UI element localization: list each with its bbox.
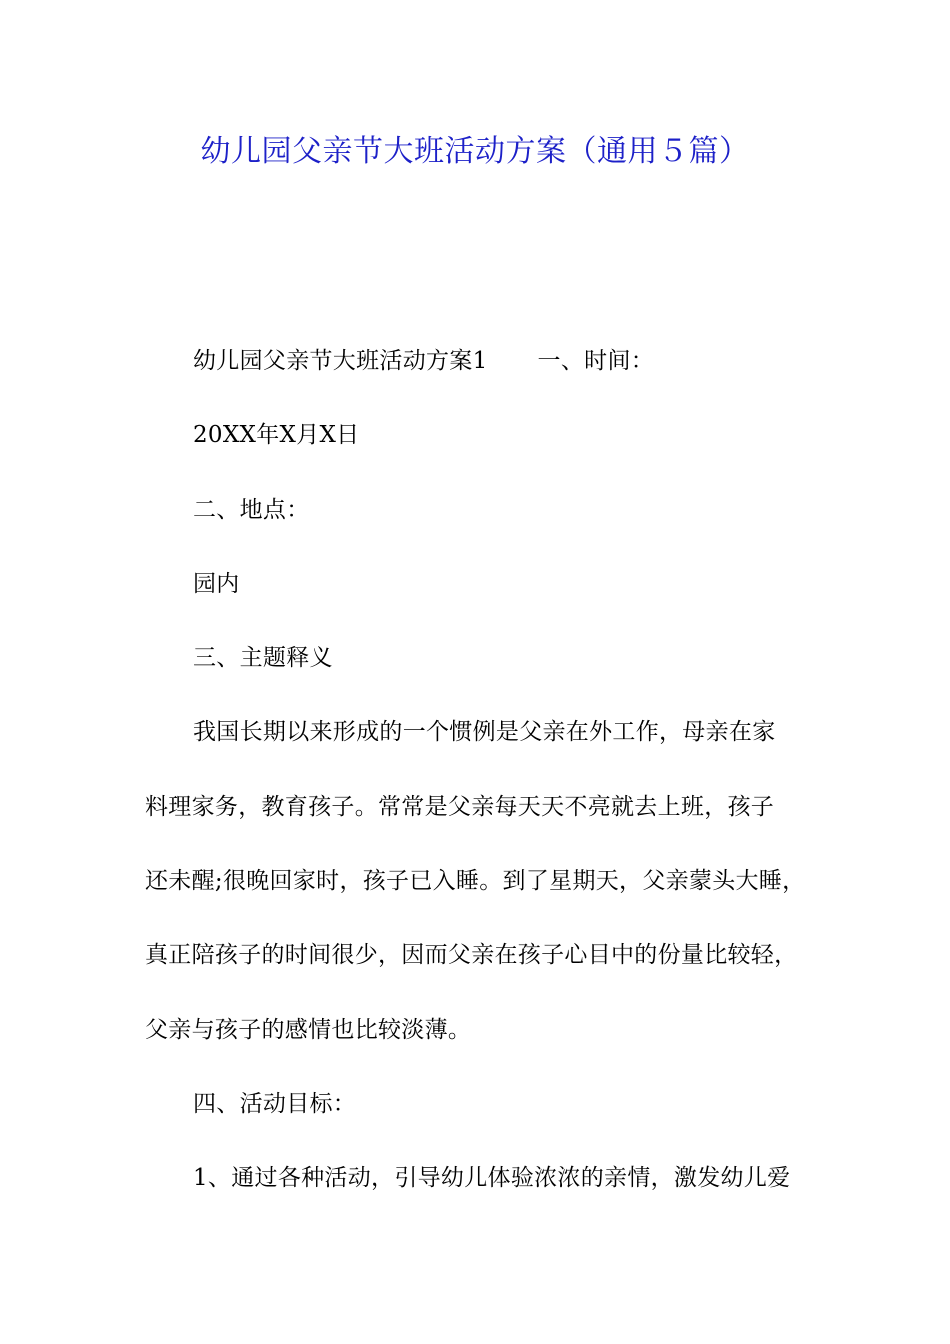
section2-heading: 二、地点： bbox=[193, 497, 310, 523]
intro-line bbox=[193, 341, 833, 381]
paragraph-line: 真正陪孩子的时间很少，因而父亲在孩子心目中的份量比较轻， bbox=[145, 942, 798, 968]
location-text: 园内 bbox=[193, 571, 240, 597]
date-text: 20XX年X月X日 bbox=[193, 422, 360, 448]
plan-name: 幼儿园父亲节大班活动方案1 bbox=[193, 348, 488, 374]
section1-heading: 一、时间： bbox=[537, 348, 655, 374]
paragraph-line: 我国长期以来形成的一个惯例是父亲在外工作，母亲在家 bbox=[193, 719, 776, 745]
goal-1-line: 1、通过各种活动，引导幼儿体验浓浓的亲情，激发幼儿爱 bbox=[193, 1165, 791, 1191]
paragraph-line: 料理家务，教育孩子。常常是父亲每天天不亮就去上班，孩子 bbox=[145, 794, 775, 820]
paragraph-line: 还未醒;很晚回家时，孩子已入睡。到了星期天，父亲蒙头大睡， bbox=[145, 868, 806, 894]
document-title: 幼儿园父亲节大班活动方案（通用５篇） bbox=[200, 134, 750, 169]
section3-heading: 三、主题释义 bbox=[193, 645, 333, 671]
paragraph-line: 父亲与孩子的感情也比较淡薄。 bbox=[145, 1017, 472, 1043]
section4-heading: 四、活动目标： bbox=[193, 1091, 357, 1117]
